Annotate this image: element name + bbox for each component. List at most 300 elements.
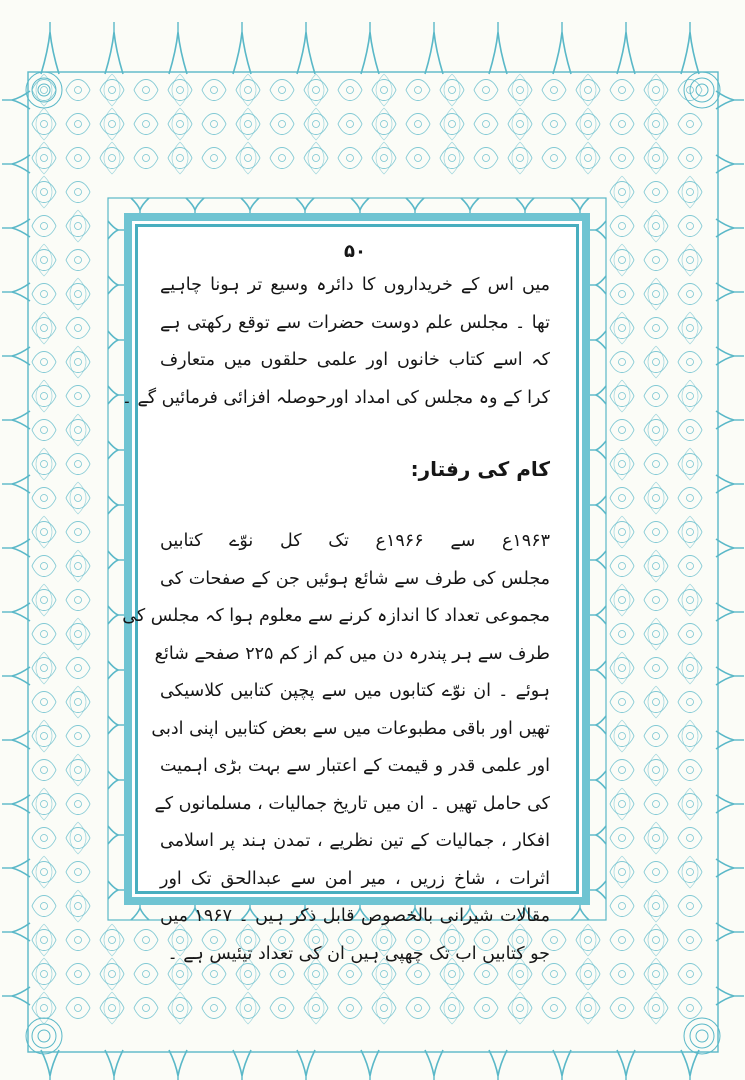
filigree-dot	[41, 427, 48, 434]
filigree-motif	[644, 930, 668, 951]
section-line: تھیں اور باقی مطبوعات میں سے بعض کتابیں اپنی ادبی	[151, 718, 550, 739]
inner-left-arch	[108, 441, 118, 459]
filigree-motif	[440, 998, 464, 1019]
filigree-motif	[678, 488, 702, 509]
filigree-dot	[653, 189, 660, 196]
filigree-motif	[440, 114, 464, 135]
filigree-motif	[610, 250, 634, 271]
filigree-motif	[644, 114, 668, 135]
filigree-leaf	[376, 74, 392, 106]
filigree-motif	[32, 624, 56, 645]
filigree-motif	[32, 590, 56, 611]
filigree-dot	[653, 121, 660, 128]
filigree-motif	[678, 318, 702, 339]
filigree-dot	[41, 835, 48, 842]
filigree-dot	[381, 87, 388, 94]
filigree-leaf	[70, 686, 86, 718]
filigree-motif	[202, 80, 226, 101]
filigree-motif	[610, 828, 634, 849]
filigree-leaf	[36, 958, 52, 990]
filigree-motif	[610, 556, 634, 577]
filigree-motif	[32, 556, 56, 577]
filigree-motif	[372, 80, 396, 101]
filigree-motif	[678, 114, 702, 135]
inner-right-arch	[596, 716, 606, 734]
filigree-motif	[32, 250, 56, 271]
top-spike	[361, 32, 379, 74]
filigree-leaf	[614, 720, 630, 752]
inner-left-arch	[108, 331, 118, 349]
filigree-dot	[619, 869, 626, 876]
filigree-dot	[109, 971, 116, 978]
filigree-motif	[66, 114, 90, 135]
top-spike	[681, 32, 699, 74]
filigree-motif	[678, 590, 702, 611]
inner-left-arch	[108, 276, 118, 294]
filigree-motif	[168, 114, 192, 135]
filigree-motif	[66, 488, 90, 509]
filigree-leaf	[682, 720, 698, 752]
filigree-motif	[134, 80, 158, 101]
filigree-motif	[372, 148, 396, 169]
top-spike	[41, 32, 59, 74]
filigree-dot	[313, 155, 320, 162]
filigree-dot	[551, 155, 558, 162]
filigree-motif	[610, 794, 634, 815]
filigree-dot	[619, 971, 626, 978]
filigree-leaf	[308, 142, 324, 174]
filigree-motif	[32, 420, 56, 441]
filigree-dot	[687, 223, 694, 230]
corner-rosette	[38, 1030, 50, 1042]
filigree-leaf	[376, 108, 392, 140]
filigree-leaf	[682, 584, 698, 616]
filigree-leaf	[36, 244, 52, 276]
inner-top-arch	[351, 198, 369, 210]
filigree-dot	[653, 87, 660, 94]
filigree-dot	[177, 155, 184, 162]
filigree-motif	[66, 522, 90, 543]
inner-left-arch	[108, 386, 118, 404]
filigree-motif	[304, 148, 328, 169]
filigree-dot	[143, 937, 150, 944]
filigree-leaf	[648, 890, 664, 922]
text-frame	[121, 213, 590, 964]
bottom-spike	[361, 1050, 379, 1076]
inner-right-arch	[596, 606, 606, 624]
filigree-motif	[32, 488, 56, 509]
bottom-spike	[489, 1050, 507, 1076]
filigree-leaf	[614, 516, 630, 548]
section-line: اثرات ، شاخ زریں ، میر امن سے عبدالحق تک اور	[160, 868, 550, 889]
filigree-leaf	[512, 108, 528, 140]
filigree-dot	[41, 699, 48, 706]
filigree-leaf	[512, 142, 528, 174]
filigree-motif	[66, 760, 90, 781]
filigree-dot	[75, 937, 82, 944]
filigree-motif	[168, 80, 192, 101]
filigree-motif	[610, 80, 634, 101]
filigree-dot	[687, 903, 694, 910]
filigree-motif	[644, 692, 668, 713]
filigree-dot	[619, 665, 626, 672]
filigree-dot	[653, 699, 660, 706]
filigree-leaf	[614, 652, 630, 684]
filigree-motif	[678, 148, 702, 169]
filigree-dot	[687, 393, 694, 400]
filigree-dot	[619, 257, 626, 264]
filigree-dot	[619, 155, 626, 162]
inner-left-arch	[108, 221, 118, 239]
filigree-dot	[653, 427, 660, 434]
filigree-motif	[644, 182, 668, 203]
filigree-dot	[687, 733, 694, 740]
filigree-motif	[202, 114, 226, 135]
filigree-motif	[678, 998, 702, 1019]
filigree-motif	[338, 998, 362, 1019]
filigree-motif	[66, 250, 90, 271]
filigree-motif	[644, 964, 668, 985]
filigree-dot	[41, 529, 48, 536]
intro-line: میں اس کے خریداروں کا دائرہ وسیع تر ہونا چاہیے	[160, 275, 550, 295]
filigree-dot	[211, 87, 218, 94]
filigree-dot	[551, 1005, 558, 1012]
filigree-leaf	[36, 856, 52, 888]
filigree-dot	[517, 1005, 524, 1012]
filigree-leaf	[648, 822, 664, 854]
inner-top-arch	[406, 198, 424, 210]
filigree-dot	[75, 631, 82, 638]
filigree-dot	[653, 903, 660, 910]
filigree-dot	[551, 937, 558, 944]
filigree-motif	[610, 454, 634, 475]
filigree-motif	[32, 930, 56, 951]
filigree-motif	[610, 488, 634, 509]
inner-left-arch	[108, 496, 118, 514]
filigree-dot	[653, 223, 660, 230]
filigree-motif	[678, 182, 702, 203]
filigree-leaf	[70, 210, 86, 242]
filigree-leaf	[172, 74, 188, 106]
filigree-motif	[644, 318, 668, 339]
filigree-dot	[41, 393, 48, 400]
filigree-dot	[415, 155, 422, 162]
filigree-motif	[508, 114, 532, 135]
filigree-dot	[687, 359, 694, 366]
filigree-motif	[32, 726, 56, 747]
filigree-leaf	[36, 516, 52, 548]
filigree-dot	[75, 903, 82, 910]
inner-left-arch	[108, 551, 118, 569]
inner-left-arch	[108, 771, 118, 789]
filigree-motif	[100, 930, 124, 951]
corner-rosette	[38, 84, 50, 96]
filigree-motif	[644, 828, 668, 849]
section-line: مجلس کی طرف سے شائع ہوئیں جن کے صفحات کی	[160, 568, 550, 589]
filigree-motif	[508, 80, 532, 101]
filigree-dot	[619, 359, 626, 366]
inner-top-arch	[571, 198, 589, 210]
filigree-motif	[644, 284, 668, 305]
filigree-dot	[687, 155, 694, 162]
filigree-leaf	[104, 924, 120, 956]
filigree-dot	[653, 1005, 660, 1012]
filigree-dot	[687, 699, 694, 706]
filigree-motif	[610, 182, 634, 203]
filigree-leaf	[36, 448, 52, 480]
filigree-dot	[313, 87, 320, 94]
filigree-motif	[610, 420, 634, 441]
filigree-dot	[41, 563, 48, 570]
filigree-dot	[75, 155, 82, 162]
intro-line: تھا ۔ مجلس علم دوست حضرات سے توقع رکھتی ہے	[160, 312, 550, 333]
filigree-dot	[653, 291, 660, 298]
filigree-leaf	[682, 652, 698, 684]
filigree-motif	[66, 182, 90, 203]
section-line: ہوئے ۔ ان نوّے کتابوں میں سے پچپن کتابیں کلاسیکی	[160, 681, 550, 701]
filigree-leaf	[648, 74, 664, 106]
filigree-leaf	[36, 924, 52, 956]
filigree-leaf	[614, 380, 630, 412]
filigree-dot	[653, 597, 660, 604]
filigree-dot	[619, 937, 626, 944]
filigree-dot	[415, 1005, 422, 1012]
filigree-motif	[338, 80, 362, 101]
section-line: مقالات شیرانی بالخصوص قابل ذکر ہیں ۔ ۱۹۶۷ میں	[160, 906, 550, 926]
filigree-leaf	[36, 788, 52, 820]
filigree-dot	[41, 903, 48, 910]
filigree-dot	[517, 121, 524, 128]
filigree-dot	[653, 801, 660, 808]
section-line: طرف سے ہر پندرہ دن میں کم از کم ۲۲۵ صفحے شائع	[154, 643, 550, 664]
filigree-motif	[32, 114, 56, 135]
filigree-dot	[245, 155, 252, 162]
filigree-leaf	[580, 74, 596, 106]
inner-right-arch	[596, 331, 606, 349]
filigree-motif	[678, 760, 702, 781]
filigree-leaf	[70, 278, 86, 310]
filigree-dot	[41, 223, 48, 230]
filigree-dot	[687, 1005, 694, 1012]
filigree-motif	[66, 454, 90, 475]
filigree-motif	[610, 590, 634, 611]
section-line: مجموعی تعداد کا اندازہ کرنے سے معلوم ہوا کہ مجلس کی	[122, 606, 550, 626]
filigree-motif	[66, 692, 90, 713]
top-spike	[617, 32, 635, 74]
filigree-dot	[41, 869, 48, 876]
filigree-leaf	[512, 74, 528, 106]
corner-rosette	[696, 1030, 708, 1042]
filigree-dot	[653, 835, 660, 842]
inner-left-arch	[108, 716, 118, 734]
filigree-dot	[245, 121, 252, 128]
filigree-leaf	[682, 176, 698, 208]
filigree-dot	[449, 87, 456, 94]
filigree-dot	[381, 155, 388, 162]
filigree-dot	[41, 189, 48, 196]
filigree-motif	[304, 114, 328, 135]
inner-left-arch	[108, 826, 118, 844]
filigree-dot	[687, 665, 694, 672]
filigree-dot	[687, 325, 694, 332]
filigree-motif	[610, 930, 634, 951]
filigree-dot	[75, 563, 82, 570]
filigree-motif	[168, 998, 192, 1019]
filigree-dot	[245, 1005, 252, 1012]
filigree-dot	[687, 869, 694, 876]
filigree-dot	[313, 121, 320, 128]
filigree-motif	[202, 148, 226, 169]
filigree-dot	[619, 121, 626, 128]
filigree-dot	[585, 1005, 592, 1012]
filigree-dot	[449, 121, 456, 128]
filigree-dot	[415, 121, 422, 128]
intro-line: کہ اسے کتاب خانوں اور علمی حلقوں میں متعارف	[160, 350, 550, 370]
filigree-motif	[66, 352, 90, 373]
filigree-motif	[644, 760, 668, 781]
filigree-dot	[75, 665, 82, 672]
filigree-dot	[619, 223, 626, 230]
filigree-dot	[653, 665, 660, 672]
filigree-dot	[483, 121, 490, 128]
filigree-motif	[32, 964, 56, 985]
inner-left-arch	[108, 661, 118, 679]
filigree-leaf	[614, 312, 630, 344]
filigree-dot	[143, 87, 150, 94]
filigree-dot	[75, 291, 82, 298]
inner-right-arch	[596, 496, 606, 514]
filigree-motif	[66, 556, 90, 577]
filigree-dot	[347, 1005, 354, 1012]
filigree-leaf	[240, 74, 256, 106]
filigree-dot	[75, 461, 82, 468]
filigree-motif	[474, 80, 498, 101]
filigree-motif	[678, 420, 702, 441]
filigree-dot	[585, 937, 592, 944]
filigree-motif	[100, 998, 124, 1019]
filigree-motif	[474, 998, 498, 1019]
filigree-motif	[66, 386, 90, 407]
filigree-dot	[619, 903, 626, 910]
filigree-motif	[610, 658, 634, 679]
filigree-motif	[678, 352, 702, 373]
corner-rosette	[690, 1024, 714, 1048]
filigree-motif	[406, 148, 430, 169]
filigree-dot	[653, 971, 660, 978]
filigree-motif	[610, 148, 634, 169]
filigree-dot	[75, 733, 82, 740]
filigree-dot	[75, 767, 82, 774]
filigree-dot	[347, 121, 354, 128]
filigree-leaf	[648, 278, 664, 310]
filigree-motif	[678, 216, 702, 237]
filigree-motif	[576, 930, 600, 951]
filigree-dot	[41, 291, 48, 298]
filigree-motif	[66, 998, 90, 1019]
filigree-dot	[381, 121, 388, 128]
filigree-dot	[75, 223, 82, 230]
filigree-dot	[653, 733, 660, 740]
filigree-dot	[75, 189, 82, 196]
filigree-motif	[66, 658, 90, 679]
filigree-motif	[338, 114, 362, 135]
filigree-motif	[406, 998, 430, 1019]
filigree-leaf	[682, 448, 698, 480]
filigree-dot	[75, 869, 82, 876]
filigree-dot	[41, 631, 48, 638]
filigree-dot	[619, 597, 626, 604]
filigree-leaf	[512, 992, 528, 1024]
filigree-motif	[32, 318, 56, 339]
filigree-dot	[619, 733, 626, 740]
filigree-motif	[236, 80, 260, 101]
filigree-dot	[551, 87, 558, 94]
filigree-motif	[270, 998, 294, 1019]
filigree-dot	[41, 359, 48, 366]
filigree-leaf	[240, 142, 256, 174]
inner-right-arch	[596, 826, 606, 844]
filigree-motif	[474, 148, 498, 169]
filigree-dot	[245, 87, 252, 94]
filigree-leaf	[682, 516, 698, 548]
bottom-spike	[681, 1050, 699, 1076]
filigree-dot	[653, 631, 660, 638]
filigree-dot	[449, 1005, 456, 1012]
filigree-motif	[576, 998, 600, 1019]
filigree-leaf	[580, 108, 596, 140]
filigree-leaf	[614, 856, 630, 888]
inner-right-arch	[596, 386, 606, 404]
filigree-motif	[32, 386, 56, 407]
filigree-dot	[279, 1005, 286, 1012]
filigree-motif	[236, 998, 260, 1019]
filigree-leaf	[70, 754, 86, 786]
filigree-dot	[41, 121, 48, 128]
section-line: ۱۹۶۳ع سے ۱۹۶۶ع تک کل نوّے کتابیں	[160, 531, 550, 551]
corner-rosette	[684, 1018, 720, 1054]
filigree-motif	[66, 964, 90, 985]
filigree-dot	[619, 325, 626, 332]
filigree-motif	[644, 386, 668, 407]
inner-right-arch	[596, 551, 606, 569]
filigree-dot	[517, 87, 524, 94]
top-spike	[297, 32, 315, 74]
top-spike	[425, 32, 443, 74]
filigree-leaf	[648, 550, 664, 582]
corner-rosette	[26, 1018, 62, 1054]
filigree-dot	[347, 87, 354, 94]
filigree-dot	[177, 121, 184, 128]
filigree-dot	[687, 461, 694, 468]
filigree-dot	[143, 121, 150, 128]
filigree-motif	[678, 964, 702, 985]
filigree-motif	[508, 148, 532, 169]
filigree-leaf	[648, 618, 664, 650]
filigree-motif	[66, 148, 90, 169]
filigree-leaf	[240, 992, 256, 1024]
filigree-motif	[134, 930, 158, 951]
filigree-motif	[576, 114, 600, 135]
filigree-dot	[619, 495, 626, 502]
filigree-motif	[678, 386, 702, 407]
filigree-leaf	[444, 142, 460, 174]
filigree-dot	[687, 631, 694, 638]
inner-right-arch	[596, 661, 606, 679]
bottom-spike	[297, 1050, 315, 1076]
filigree-motif	[610, 726, 634, 747]
filigree-motif	[32, 692, 56, 713]
filigree-dot	[41, 733, 48, 740]
